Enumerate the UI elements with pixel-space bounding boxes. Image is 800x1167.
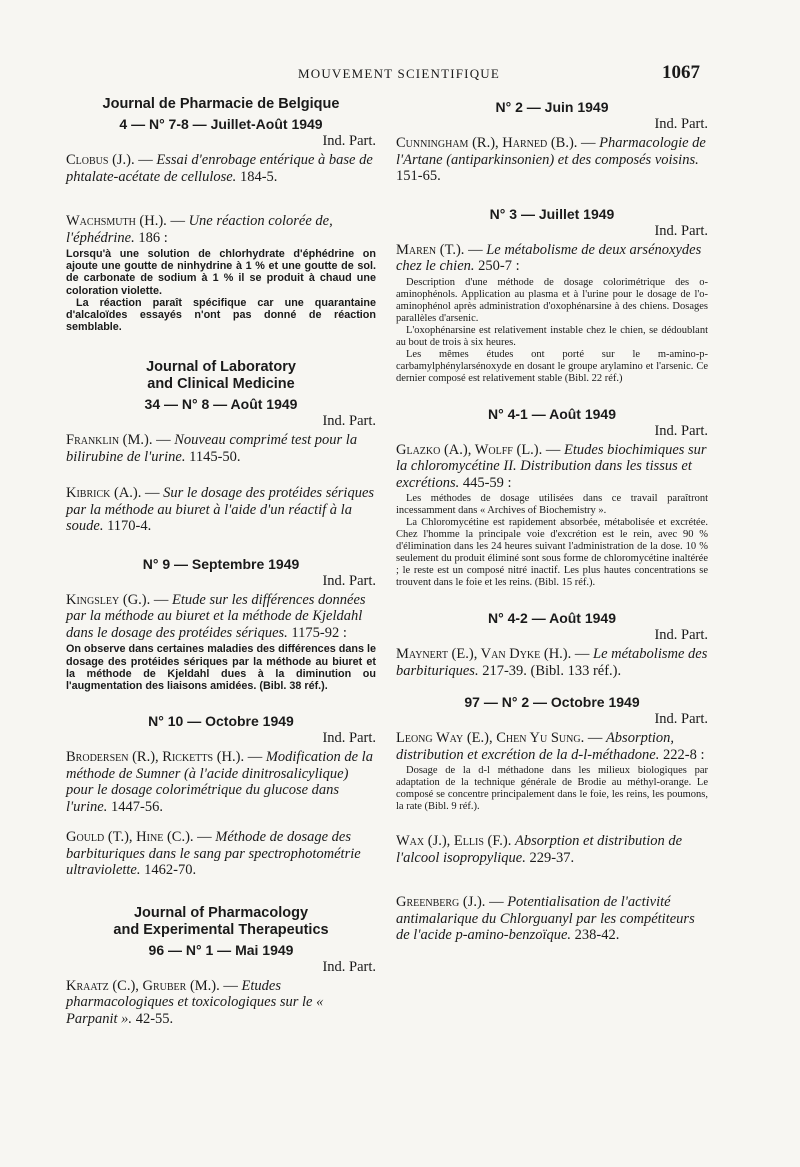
- bibliography-entry: [66, 749, 376, 815]
- entry-separator: —: [219, 977, 242, 994]
- entry-author: Wachsmuth (H.).: [66, 213, 167, 229]
- entry-title: Une réaction colorée de, l'éphédrine.: [66, 213, 333, 246]
- entry-title: Sur le dosage des protéides sériques par la méthode au biuret à l'aide d'un réactif à la soude.: [66, 485, 375, 535]
- entry-title: Etude sur les différences données par la méthode au biuret et la méthode de Kjeldahl dans le dosage des protéides sériques.: [66, 591, 366, 641]
- abstract-paragraph: La réaction paraît spécifique car une quarantaine d'alcaloïdes essayés n'ont pas donné de réaction semblable.: [66, 296, 376, 334]
- issue-heading: 96 — N° 1 — Mai 1949: [148, 941, 294, 958]
- issue-heading: N° 10 — Octobre 1949: [148, 713, 294, 730]
- ind-part-label: Ind. Part.: [654, 711, 708, 727]
- issue-heading: N° 4-1 — Août 1949: [487, 405, 616, 422]
- entry-title: Nouveau comprimé test pour la bilirubine de l'urine.: [66, 432, 358, 465]
- entry-separator: —: [244, 749, 266, 766]
- entry-pages: 1447-56.: [107, 798, 163, 815]
- entry-pages: 186 :: [134, 229, 168, 246]
- entry-separator: —: [542, 441, 564, 458]
- page-number: 1067: [662, 62, 700, 83]
- bibliography-entry: [66, 829, 376, 879]
- issue-heading: 4 — N° 7-8 — Juillet-Août 1949: [119, 116, 323, 132]
- entry-separator: —: [584, 730, 606, 746]
- entry-author: Brodersen (R.), Ricketts (H.).: [66, 749, 245, 766]
- entry-pages: 1462-70.: [140, 862, 197, 879]
- ind-part-label: Ind. Part.: [322, 413, 376, 430]
- entry-abstract: [66, 248, 376, 333]
- entry-abstract: [396, 277, 708, 385]
- entry-pages: 250-7 :: [474, 258, 520, 274]
- entry-author: Maren (T.).: [396, 241, 465, 258]
- entry-title: Essai d'enrobage entérique à base de phtalate-acétate de cellulose.: [66, 152, 373, 185]
- bibliography-entry: [66, 592, 376, 642]
- issue-heading: N° 9 — Septembre 1949: [142, 555, 300, 572]
- issue-heading: N° 2 — Juin 1949: [495, 99, 609, 115]
- entry-pages: 1145-50.: [185, 448, 241, 465]
- ind-part-label: Ind. Part.: [322, 730, 376, 747]
- issue-heading: N° 4-2 — Août 1949: [487, 610, 616, 626]
- entry-title: Pharmacologie de l'Artane (antiparkinsonien) et des composés voisins.: [396, 135, 706, 168]
- page-header: [0, 64, 800, 86]
- entry-separator: —: [571, 646, 593, 662]
- entry-title: Potentialisation de l'activité antimalarique du Chlorguanyl par les compétiteurs de l'acide p-amino-benzoïque.: [396, 894, 695, 943]
- entry-author: Cunningham (R.), Harned (B.).: [396, 135, 578, 151]
- entry-author: Glazko (A.), Wolff (L.).: [396, 441, 543, 458]
- entry-title: Absorption, distribution et excrétion de la d-l-méthadone.: [396, 730, 675, 763]
- issue-heading: 97 — N° 2 — Octobre 1949: [464, 694, 640, 710]
- right-column: [396, 96, 708, 944]
- entry-pages: 229-37.: [525, 849, 575, 866]
- ind-part-label: Ind. Part.: [654, 222, 708, 239]
- entry-pages: 42-55.: [132, 1010, 174, 1027]
- entry-title: Modification de la méthode de Sumner (à l'acide dinitrosalicylique) pour le dosage colorimétrique du glucose dans l'urine.: [66, 749, 373, 815]
- abstract-paragraph: Les mêmes études ont porté sur le m-amino-p-carbamylphénylarsénoxyde en dosant le groupe arylamino et l'arsenic. Ce dernier composé est relativement stable (Bibl. 22 réf.): [396, 348, 708, 384]
- ind-part-label: Ind. Part.: [654, 116, 708, 132]
- entry-separator: —: [166, 213, 189, 229]
- entry-pages: 1170-4.: [103, 518, 152, 535]
- entry-separator: —: [150, 591, 172, 608]
- entry-title: Etudes biochimiques sur la chloromycétine II. Distribution dans les tissus et excrétions.: [396, 441, 707, 491]
- bibliography-entry: [396, 730, 708, 763]
- ind-part-label: Ind. Part.: [654, 627, 708, 643]
- entry-abstract: [396, 493, 708, 589]
- bibliography-entry: [396, 135, 708, 185]
- entry-author: Gould (T.), Hine (C.).: [66, 829, 194, 846]
- journal-title: Journal of Pharmacology: [133, 904, 309, 921]
- journal-title: and Clinical Medicine: [147, 376, 295, 393]
- entry-separator: —: [464, 241, 487, 258]
- abstract-paragraph: L'oxophénarsine est relativement instable chez le chien, se dédoublant au bout de trois à six heures.: [396, 324, 708, 348]
- entry-author: Kraatz (C.), Gruber (M.).: [66, 977, 220, 994]
- abstract-paragraph: Les méthodes de dosage utilisées dans ce travail paraîtront incessamment dans « Archives of Biochemistry ».: [396, 493, 708, 516]
- entry-author: Franklin (M.).: [66, 432, 153, 449]
- journal-title: Journal de Pharmacie de Belgique: [102, 96, 340, 112]
- abstract-paragraph: Dosage de la d-l méthadone dans les milieux biologiques par adaptation de la technique générale de Brodie au méthyl-orange. Le composé se concentre principalement dans le foie, les reins, les poumons, la rate (Bibl. 9 réf.).: [396, 765, 708, 812]
- bibliography-entry: [396, 646, 708, 679]
- entry-pages: 238-42.: [571, 927, 620, 943]
- entry-pages: 151-65.: [396, 168, 441, 184]
- entry-author: Kingsley (G.).: [66, 591, 151, 608]
- ind-part-label: Ind. Part.: [322, 572, 376, 589]
- entry-separator: —: [193, 829, 216, 846]
- entry-pages: 1175-92 :: [287, 624, 347, 641]
- entry-abstract: [396, 765, 708, 813]
- entry-pages: 184-5.: [236, 168, 278, 185]
- entry-separator: —: [134, 152, 157, 168]
- entry-title: Absorption et distribution de l'alcool isopropylique.: [396, 833, 683, 866]
- bibliography-entry: [396, 894, 708, 944]
- entry-author: Maynert (E.), Van Dyke (H.).: [396, 646, 572, 662]
- abstract-paragraph: La Chloromycétine est rapidement absorbée, métabolisée et excrétée. Chez l'homme la principale voie d'excrétion est le rein, avec 90 % d'élimination dans les 24 heures suivant l'administration de la dose. 10 % seulement du produit éliminé sont sous forme de chloromycétine inaltérée ; le reste est un composé nitré inactif. Les plus hautes concentrations se trouvent dans le foie et les reins. (Bibl. 15 réf.).: [396, 517, 708, 588]
- left-column: [66, 96, 376, 1027]
- journal-title: Journal of Laboratory: [146, 359, 296, 376]
- issue-heading: N° 3 — Juillet 1949: [489, 205, 615, 222]
- bibliography-entry: [396, 833, 708, 866]
- entry-author: Greenberg (J.).: [396, 894, 486, 910]
- journal-title: and Experimental Therapeutics: [113, 921, 329, 938]
- bibliography-entry: [66, 978, 376, 1028]
- entry-separator: —: [577, 135, 600, 151]
- abstract-paragraph: Description d'une méthode de dosage colorimétrique des o-aminophénols. Application au plasma et à l'urine pour le dosage de l'o-aminophénol après administration d'oxophénarsine à des chiens. Dosages parallèles d'arsenic.: [396, 276, 708, 324]
- entry-separator: —: [485, 894, 508, 910]
- ind-part-label: Ind. Part.: [654, 422, 708, 439]
- bibliography-entry: [66, 432, 376, 465]
- entry-separator: —: [141, 485, 164, 502]
- entry-author: Wax (J.), Ellis (F.).: [396, 833, 512, 849]
- bibliography-entry: [66, 213, 376, 246]
- entry-pages: 217-39. (Bibl. 133 réf.).: [478, 662, 622, 679]
- abstract-paragraph: Lorsqu'à une solution de chlorhydrate d'éphédrine on ajoute une goutte de ninhydrine à 1 % et une goutte de sol. de carbonate de sodium à 1 % il se produit à chaud une coloration violette.: [66, 248, 376, 297]
- entry-author: Kibrick (A.).: [66, 485, 142, 502]
- entry-title: Méthode de dosage des barbituriques dans le sang par spectrophotométrie ultraviolette.: [66, 829, 361, 879]
- ind-part-label: Ind. Part.: [322, 133, 376, 149]
- entry-author: Clobus (J.).: [66, 152, 135, 168]
- entry-pages: 445-59 :: [459, 474, 512, 491]
- entry-author: Leong Way (E.), Chen Yu Sung.: [396, 730, 585, 746]
- entry-title: Le métabolisme des barbituriques.: [396, 646, 708, 679]
- issue-heading: 34 — N° 8 — Août 1949: [144, 396, 298, 413]
- running-title: MOUVEMENT SCIENTIFIQUE: [298, 66, 501, 81]
- entry-title: Etudes pharmacologiques et toxicologiques sur le « Parpanit ».: [66, 977, 324, 1027]
- bibliography-entry: [396, 242, 708, 275]
- entry-title: Le métabolisme de deux arsénoxydes chez le chien.: [396, 241, 702, 274]
- bibliography-entry: [66, 485, 376, 535]
- entry-abstract: On observe dans certaines maladies des différences dans le dosage des protéides sériques par la méthode au biuret et la méthode de Kjeldahl dues à la diminution ou l'augmentation des liaisons amidées. (Bibl. 38 réf.).: [66, 643, 376, 693]
- ind-part-label: Ind. Part.: [322, 958, 376, 975]
- bibliography-entry: [396, 442, 708, 492]
- entry-separator: —: [152, 432, 175, 449]
- entry-pages: 222-8 :: [659, 746, 705, 763]
- bibliography-entry: [66, 152, 376, 185]
